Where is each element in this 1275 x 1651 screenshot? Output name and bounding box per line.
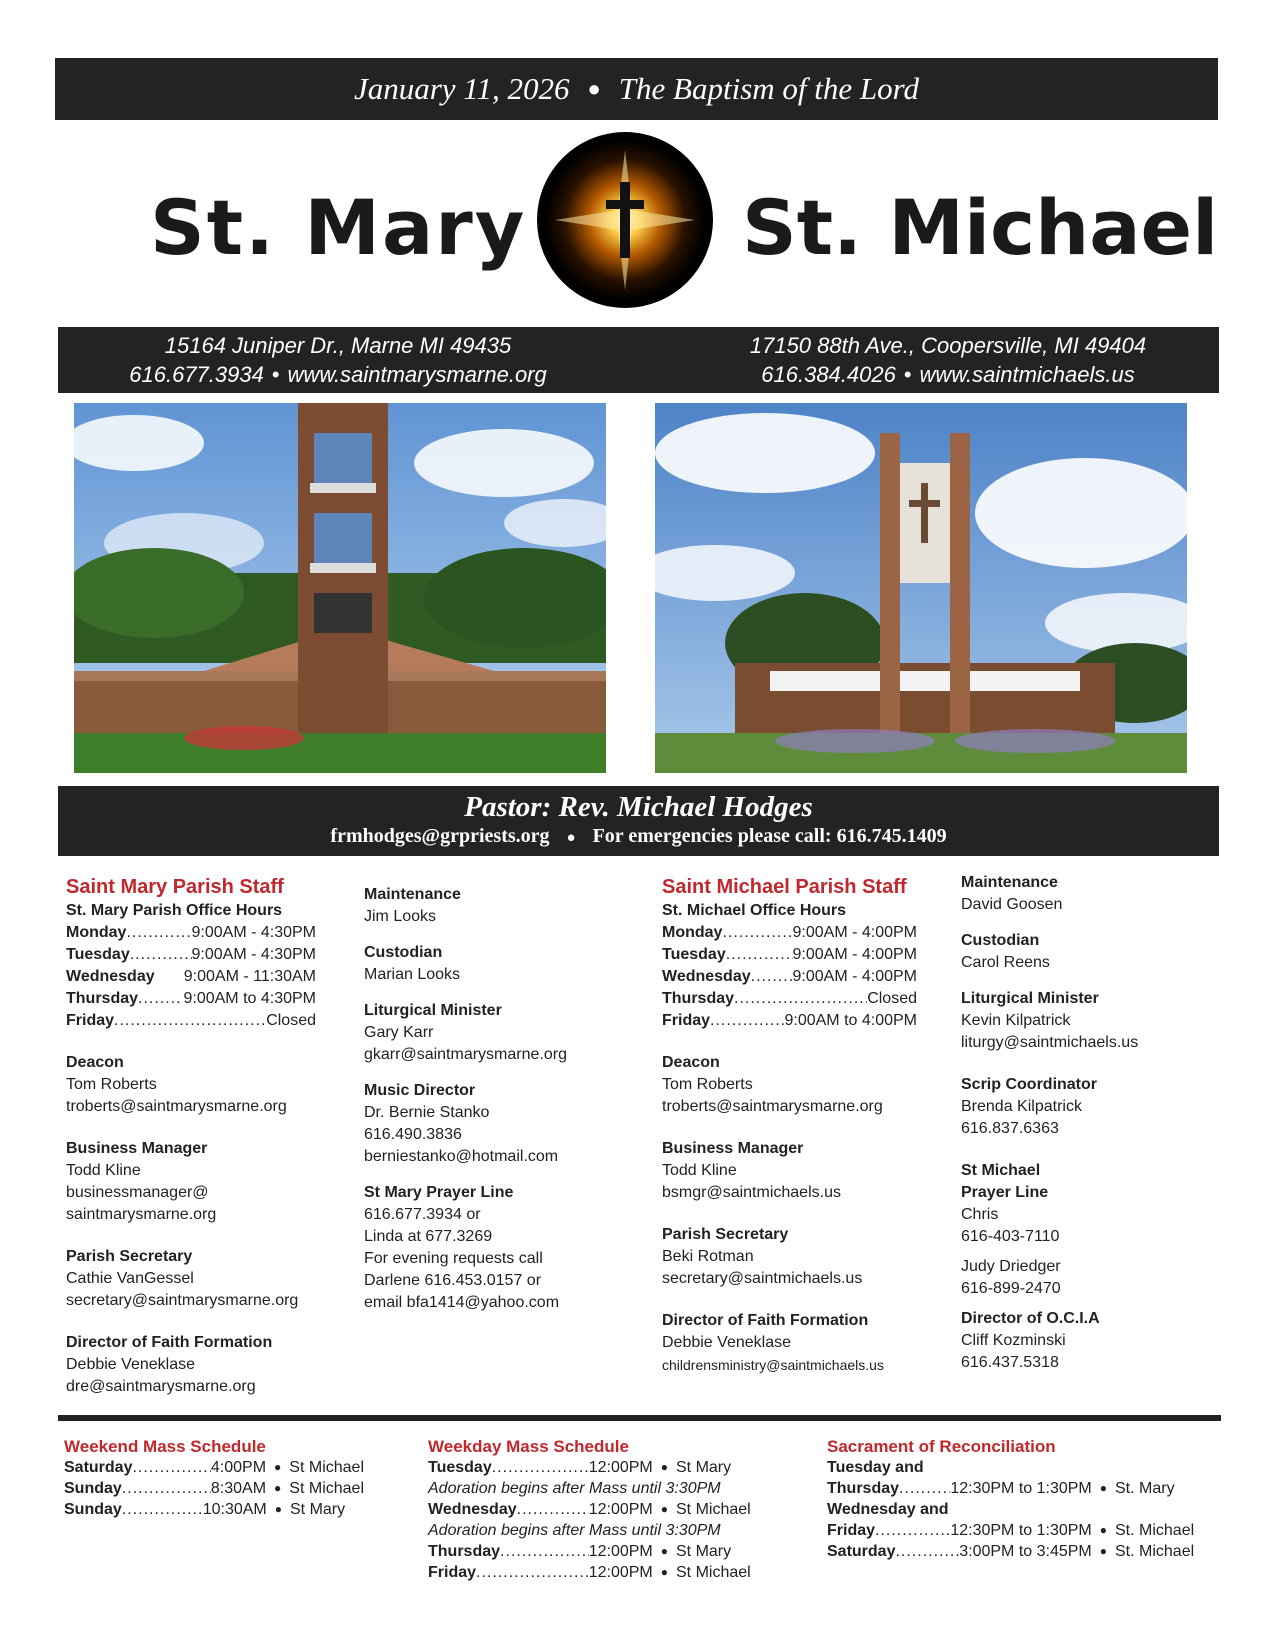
liturgical-minister-email[interactable]: gkarr@saintmarysmarne.org xyxy=(364,1046,567,1063)
ocia-director-label: Director of O.C.I.A xyxy=(961,1310,1100,1327)
maintenance-name: David Goosen xyxy=(961,896,1063,913)
prayer-line-label: St Michael xyxy=(961,1162,1041,1179)
bullet-separator: ● xyxy=(566,830,576,846)
st-michael-street: 17150 88th Ave., Coopersville, MI 49404 xyxy=(749,333,1147,358)
music-director-email[interactable]: berniestanko@hotmail.com xyxy=(364,1148,559,1165)
st-michael-staff-column-2 xyxy=(961,872,1221,1374)
liturgical-minister-name: Kevin Kilpatrick xyxy=(961,1012,1071,1029)
hours-row: Monday ..... 9:00AM - 4:30PM xyxy=(66,922,316,944)
prayer-line-text: Linda at 677.3269 xyxy=(364,1228,493,1245)
st-mary-phone: 616.677.3934 xyxy=(129,362,264,387)
weekend-schedule-heading: Weekend Mass Schedule xyxy=(64,1437,266,1456)
bullet: • xyxy=(903,362,912,387)
adoration-note: Adoration begins after Mass until 3:30PM xyxy=(428,1480,721,1497)
reconciliation-schedule xyxy=(827,1436,1207,1562)
prayer-line-text: Darlene 616.453.0157 or xyxy=(364,1272,542,1289)
scrip-coordinator-label: Scrip Coordinator xyxy=(961,1076,1098,1093)
hours-row: Monday ..... 9:00AM - 4:00PM xyxy=(662,922,917,944)
address-banner xyxy=(58,327,1219,393)
scrip-coordinator-name: Brenda Kilpatrick xyxy=(961,1098,1082,1115)
logo-st-mary: St. Mary xyxy=(150,183,527,272)
schedule-row: Sunday ..... 10:30AM ● St Mary xyxy=(64,1499,364,1520)
business-manager-label: Business Manager xyxy=(66,1140,208,1157)
parish-secretary-label: Parish Secretary xyxy=(66,1248,193,1265)
prayer-line-text: For evening requests call xyxy=(364,1250,543,1267)
st-michael-church-photo xyxy=(655,403,1187,773)
st-michael-staff-heading: Saint Michael Parish Staff xyxy=(662,876,907,898)
logo-st-michael: St. Michael xyxy=(742,183,1219,272)
business-manager-name: Todd Kline xyxy=(662,1162,737,1179)
business-manager-name: Todd Kline xyxy=(66,1162,141,1179)
st-michael-phone: 616.384.4026 xyxy=(761,362,896,387)
faith-formation-label: Director of Faith Formation xyxy=(662,1312,869,1329)
st-mary-staff-column xyxy=(66,874,316,1398)
st-mary-staff-heading: Saint Mary Parish Staff xyxy=(66,876,284,898)
schedule-row: Saturday ..... 3:00PM to 3:45PM ● St. Michael xyxy=(827,1541,1207,1562)
prayer-line-text: 616.677.3934 or xyxy=(364,1206,481,1223)
deacon-name: Tom Roberts xyxy=(662,1076,753,1093)
prayer-line-contact-name: Chris xyxy=(961,1206,999,1223)
maintenance-label: Maintenance xyxy=(364,886,461,903)
prayer-line-contact-name: Judy Driedger xyxy=(961,1258,1061,1275)
faith-formation-label: Director of Faith Formation xyxy=(66,1334,273,1351)
pastor-email[interactable]: frmhodges@grpriests.org xyxy=(330,825,550,847)
deacon-email[interactable]: troberts@saintmarysmarne.org xyxy=(66,1098,287,1115)
prayer-line-label: St Mary Prayer Line xyxy=(364,1184,514,1201)
schedule-row: Sunday ..... 8:30AM ● St Michael xyxy=(64,1478,364,1499)
st-michael-website[interactable]: www.saintmichaels.us xyxy=(919,362,1135,387)
maintenance-name: Jim Looks xyxy=(364,908,437,925)
scrip-coordinator-phone: 616.837.6363 xyxy=(961,1120,1059,1137)
schedule-row: Thursday ..... 12:30PM to 1:30PM ● St. Mary xyxy=(827,1478,1207,1499)
schedule-row: Friday ..... 12:30PM to 1:30PM ● St. Michael xyxy=(827,1520,1207,1541)
bullet-separator: ● xyxy=(587,76,601,101)
section-divider xyxy=(58,1415,1221,1421)
parish-secretary-name: Beki Rotman xyxy=(662,1248,754,1265)
ocia-director-name: Cliff Kozminski xyxy=(961,1332,1066,1349)
weekday-mass-schedule xyxy=(428,1436,758,1583)
schedule-row: Thursday ..... 12:00PM ● St Mary xyxy=(428,1541,758,1562)
reconciliation-days: Wednesday and xyxy=(827,1501,949,1518)
liturgical-minister-email[interactable]: liturgy@saintmichaels.us xyxy=(961,1034,1139,1051)
pastor-name: Pastor: Rev. Michael Hodges xyxy=(464,791,813,823)
schedule-row: Wednesday ..... 12:00PM ● St Michael xyxy=(428,1499,758,1520)
faith-formation-email[interactable]: childrensministry@saintmichaels.us xyxy=(662,1357,884,1373)
pastor-contact xyxy=(58,824,1219,850)
reconciliation-heading: Sacrament of Reconciliation xyxy=(827,1437,1056,1456)
reconciliation-days: Tuesday and xyxy=(827,1459,924,1476)
hours-row: Thursday ..... Closed xyxy=(662,988,917,1010)
deacon-name: Tom Roberts xyxy=(66,1076,157,1093)
faith-formation-name: Debbie Veneklase xyxy=(66,1356,195,1373)
faith-formation-name: Debbie Veneklase xyxy=(662,1334,791,1351)
custodian-label: Custodian xyxy=(961,932,1040,949)
liturgical-minister-name: Gary Karr xyxy=(364,1024,434,1041)
hours-row: Wednesday 9:00AM - 11:30AM xyxy=(66,968,316,985)
music-director-name: Dr. Bernie Stanko xyxy=(364,1104,490,1121)
business-manager-email-cont[interactable]: saintmarysmarne.org xyxy=(66,1206,217,1223)
parish-secretary-email[interactable]: secretary@saintmichaels.us xyxy=(662,1270,863,1287)
st-mary-street: 15164 Juniper Dr., Marne MI 49435 xyxy=(164,333,512,358)
parish-secretary-name: Cathie VanGessel xyxy=(66,1270,194,1287)
hours-row: Friday ..... Closed xyxy=(66,1010,316,1032)
prayer-line-email[interactable]: email bfa1414@yahoo.com xyxy=(364,1294,560,1311)
custodian-label: Custodian xyxy=(364,944,443,961)
schedule-row: Friday ..... 12:00PM ● St Michael xyxy=(428,1562,758,1583)
schedule-row: Saturday ..... 4:00PM ● St Michael xyxy=(64,1457,364,1478)
business-manager-label: Business Manager xyxy=(662,1140,804,1157)
music-director-phone: 616.490.3836 xyxy=(364,1126,462,1143)
liturgical-minister-label: Liturgical Minister xyxy=(364,1002,502,1019)
st-michael-staff-column xyxy=(662,874,917,1376)
cross-emblem-logo xyxy=(532,130,718,310)
weekday-schedule-heading: Weekday Mass Schedule xyxy=(428,1437,629,1456)
hours-row: Wednesday ..... 9:00AM - 4:00PM xyxy=(662,966,917,988)
emergency-phone: For emergencies please call: 616.745.1409 xyxy=(592,825,947,847)
st-mary-staff-column-2 xyxy=(364,884,624,1314)
faith-formation-email[interactable]: dre@saintmarysmarne.org xyxy=(66,1378,256,1395)
st-mary-church-photo xyxy=(74,403,606,773)
deacon-label: Deacon xyxy=(662,1054,720,1071)
liturgical-minister-label: Liturgical Minister xyxy=(961,990,1099,1007)
ocia-director-phone: 616.437.5318 xyxy=(961,1354,1059,1371)
business-manager-email[interactable]: businessmanager@ xyxy=(66,1184,209,1201)
feast-text: The Baptism of the Lord xyxy=(618,71,920,106)
date-text: January 11, 2026 xyxy=(353,71,570,106)
deacon-label: Deacon xyxy=(66,1054,124,1071)
st-michael-address-block xyxy=(728,331,1168,389)
hours-row: Tuesday ..... 9:00AM - 4:00PM xyxy=(662,944,917,966)
hours-row: Friday ..... 9:00AM to 4:00PM xyxy=(662,1010,917,1032)
hours-row: Thursday ..... 9:00AM to 4:30PM xyxy=(66,988,316,1010)
schedule-row: Tuesday ..... 12:00PM ● St Mary xyxy=(428,1457,758,1478)
prayer-line-label-cont: Prayer Line xyxy=(961,1184,1049,1201)
parish-secretary-label: Parish Secretary xyxy=(662,1226,789,1243)
custodian-name: Marian Looks xyxy=(364,966,461,983)
deacon-email[interactable]: troberts@saintmarysmarne.org xyxy=(662,1098,883,1115)
st-mary-website[interactable]: www.saintmarysmarne.org xyxy=(287,362,547,387)
prayer-line-contact-phone: 616-403-7110 xyxy=(961,1228,1060,1245)
maintenance-label: Maintenance xyxy=(961,874,1058,891)
st-mary-address-block xyxy=(118,331,558,389)
office-hours-title: St. Mary Parish Office Hours xyxy=(66,902,283,919)
custodian-name: Carol Reens xyxy=(961,954,1050,971)
pastor-banner xyxy=(58,786,1219,856)
date-banner xyxy=(55,58,1218,120)
prayer-line-contact-phone: 616-899-2470 xyxy=(961,1280,1061,1297)
hours-row: Tuesday ..... 9:00AM - 4:30PM xyxy=(66,944,316,966)
weekend-mass-schedule xyxy=(64,1436,364,1520)
adoration-note: Adoration begins after Mass until 3:30PM xyxy=(428,1522,721,1539)
music-director-label: Music Director xyxy=(364,1082,476,1099)
bullet: • xyxy=(271,362,280,387)
office-hours-title: St. Michael Office Hours xyxy=(662,902,847,919)
parish-secretary-email[interactable]: secretary@saintmarysmarne.org xyxy=(66,1292,299,1309)
business-manager-email[interactable]: bsmgr@saintmichaels.us xyxy=(662,1184,841,1201)
